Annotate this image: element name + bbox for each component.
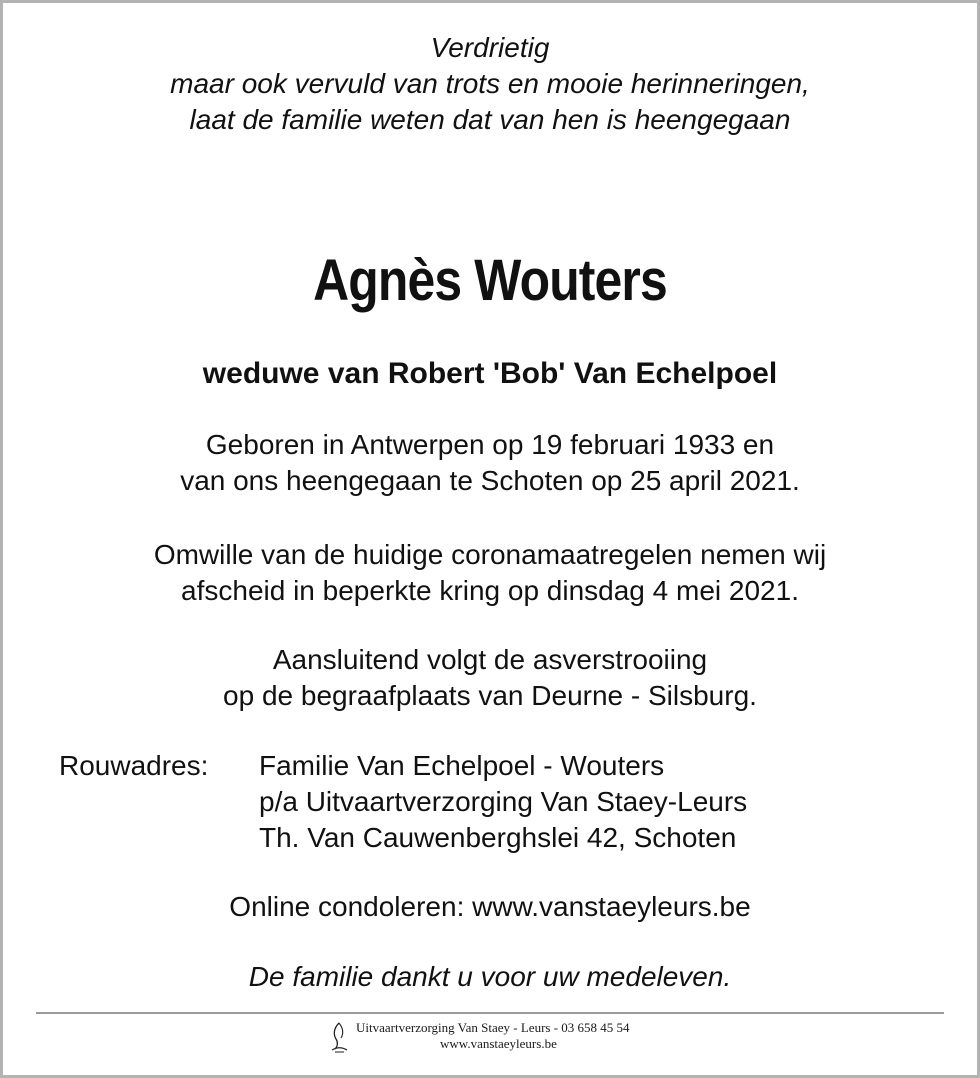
footer-company-phone: Uitvaartverzorging Van Staey - Leurs - 03 658 45 54 xyxy=(356,1020,630,1035)
ashes-line-2: op de begraafplaats van Deurne - Silsburg. xyxy=(223,680,757,711)
intro-line-2: maar ook vervuld van trots en mooie herinneringen, xyxy=(170,68,810,99)
footer-divider xyxy=(36,1012,944,1014)
thanks-line: De familie dankt u voor uw medeleven. xyxy=(248,961,732,992)
address-line-1: Familie Van Echelpoel - Wouters xyxy=(259,750,665,781)
footer xyxy=(328,1018,688,1058)
footer-website: www.vanstaeyleurs.be xyxy=(440,1036,557,1051)
birth-line: Geboren in Antwerpen op 19 februari 1933 en xyxy=(205,429,775,460)
address-line-2: p/a Uitvaartverzorging Van Staey-Leurs xyxy=(259,786,748,817)
ashes-line-1: Aansluitend volgt de asverstrooiing xyxy=(272,644,708,675)
spouse-line: weduwe van Robert 'Bob' Van Echelpoel xyxy=(202,357,778,390)
birth-death-paragraph xyxy=(0,427,980,499)
farewell-line-1: Omwille van de huidige coronamaatregelen nemen wij xyxy=(153,539,827,570)
intro-line-1: Verdrietig xyxy=(430,32,550,63)
intro-text xyxy=(0,30,980,138)
address-lines xyxy=(259,748,747,856)
farewell-line-2: afscheid in beperkte kring op dinsdag 4 mei 2021. xyxy=(181,575,799,606)
intro-line-3: laat de familie weten dat van hen is heengegaan xyxy=(189,104,791,135)
deceased-name: Agnès Wouters xyxy=(313,248,667,313)
address-line-3: Th. Van Cauwenberghslei 42, Schoten xyxy=(259,822,737,853)
death-line: van ons heengegaan te Schoten op 25 april 2021. xyxy=(180,465,800,496)
online-condolences: Online condoleren: www.vanstaeyleurs.be xyxy=(229,891,751,922)
funeral-home-logo-icon xyxy=(328,1020,350,1054)
address-label: Rouwadres: xyxy=(59,750,209,781)
ashes-paragraph xyxy=(0,642,980,714)
farewell-paragraph xyxy=(0,537,980,609)
